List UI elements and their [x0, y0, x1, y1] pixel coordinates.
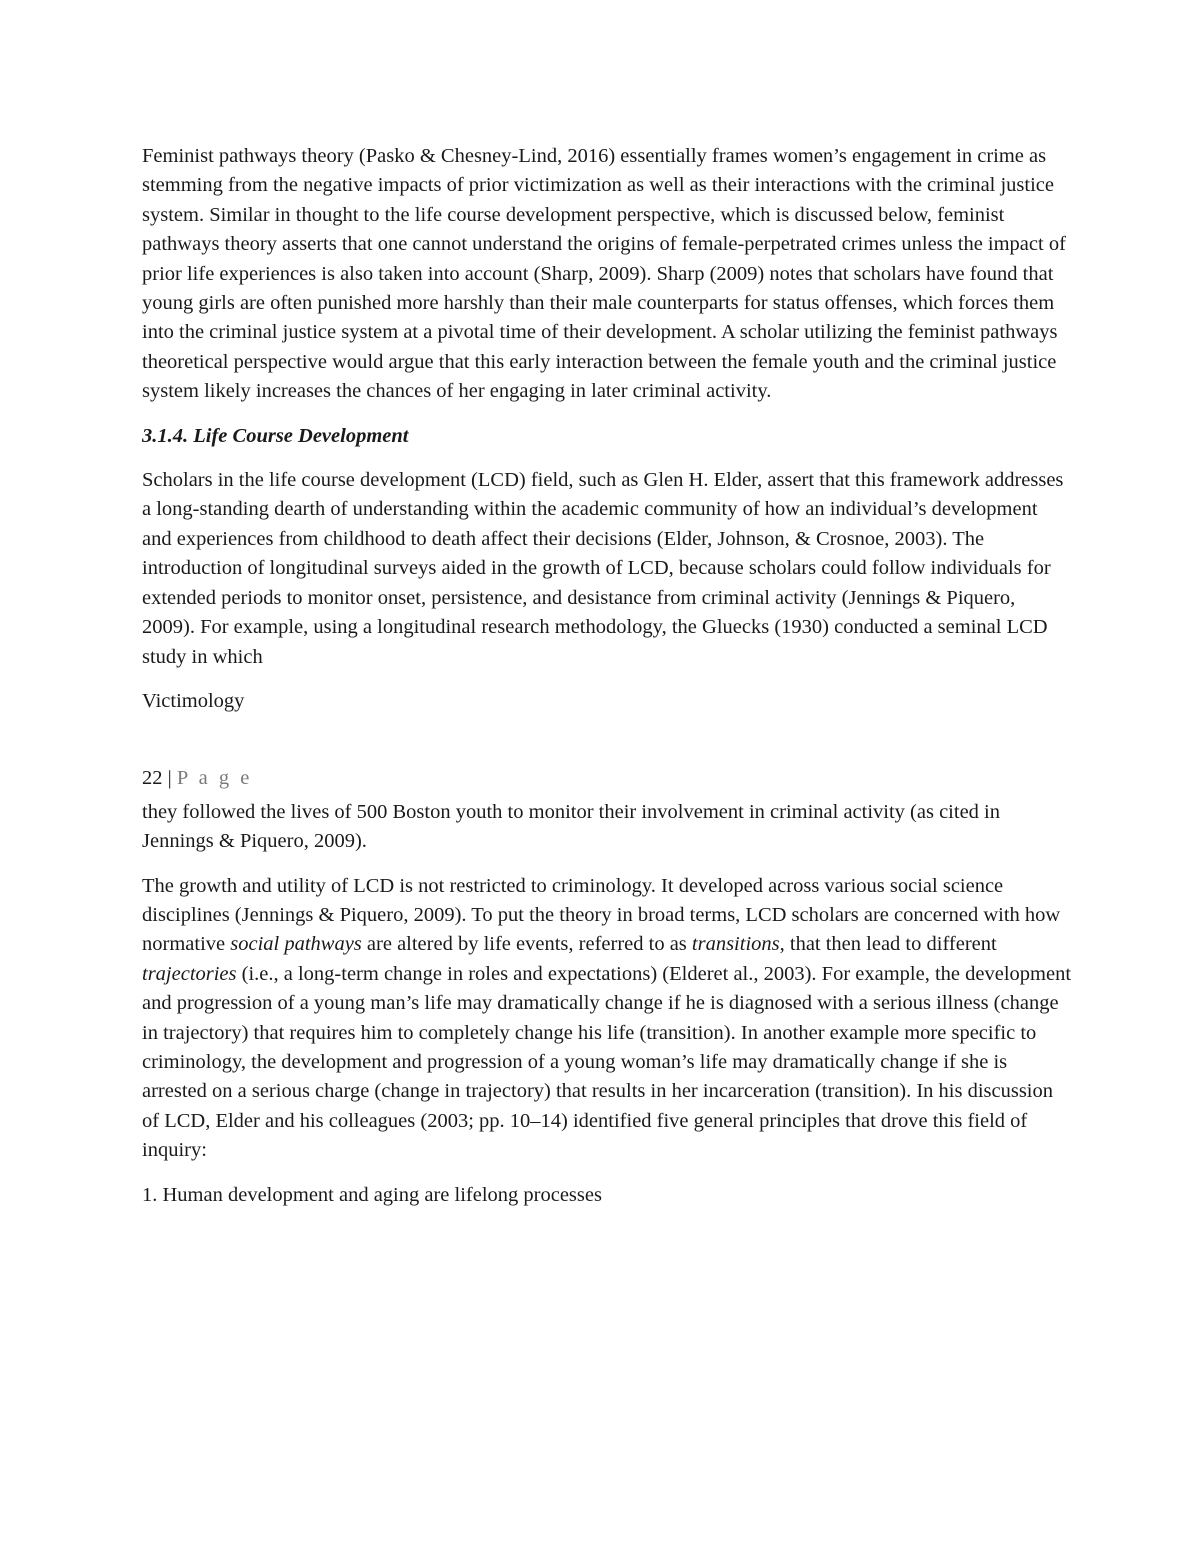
page-footer — [142, 764, 1072, 793]
list-item: 1. Human development and aging are lifelong processes — [142, 1183, 602, 1206]
emphasis-trajectories: trajectories — [142, 962, 237, 985]
paragraph-boston-youth: they followed the lives of 500 Boston youth to monitor their involvement in criminal activity (as cited in Jennings & Piquero, 2009). — [142, 800, 1000, 853]
page-number: 22 | — [142, 767, 172, 790]
paragraph-growth-utility — [142, 872, 1072, 1166]
text-run: The growth and utility of LCD is not restricted to criminology. It developed across various social science disciplines (Jennings & Piquero, 2009). To put the theory in broad terms, LCD scholars are concerned with how normative — [142, 874, 1061, 956]
text-run: , that then lead to different — [779, 933, 997, 956]
text-run: (i.e., a long-term change in roles and expectations) (Elderet al., 2003). For example, the development and progression of a young man’s life may dramatically change if he is diagnosed with a serious illness (change in trajectory) that requires him to completely change his life (transition). In another example more specific to criminology, the development and progression of a young woman’s life may dramatically change if she is arrested on a serious charge (change in trajectory) that results in her incarceration (transition). In his discussion of LCD, Elder and his colleagues (2003; pp. 10–14) identified five general principles that drove this field of inquiry: — [142, 962, 1072, 1162]
emphasis-transitions: transitions — [691, 933, 780, 956]
page-label: P a g e — [176, 767, 253, 790]
document-page — [142, 142, 1072, 1210]
emphasis-social-pathways: social pathways — [230, 933, 362, 956]
paragraph-feminist-pathways: Feminist pathways theory (Pasko & Chesney-Lind, 2016) essentially frames women’s engagement in crime as stemming from the negative impacts of prior victimization as well as their interactions with the criminal justice system. Similar in thought to the life course development perspective, which is discussed below, feminist pathways theory asserts that one cannot understand the origins of female-perpetrated crimes unless the impact of prior life experiences is also taken into account (Sharp, 2009). Sharp (2009) notes that scholars have found that young girls are often punished more harshly than their male counterparts for status offenses, which forces them into the criminal justice system at a pivotal time of their development. A scholar utilizing the feminist pathways theoretical perspective would argue that this early interaction between the female youth and the criminal justice system likely increases the chances of her engaging in later criminal activity. — [142, 145, 1066, 403]
section-heading: 3.1.4. Life Course Development — [142, 424, 409, 447]
text-run: are altered by life events, referred to as — [361, 933, 692, 956]
page-number-line — [142, 764, 1072, 793]
paragraph-life-course: Scholars in the life course development (LCD) field, such as Glen H. Elder, assert that this framework addresses a long-standing dearth of understanding within the academic community of how an individual’s development and experiences from childhood to death affect their decisions (Elder, Johnson, & Crosnoe, 2003). The introduction of longitudinal surveys aided in the growth of LCD, because scholars could follow individuals for extended periods to monitor onset, persistence, and desistance from criminal activity (Jennings & Piquero, 2009). For example, using a longitudinal research methodology, the Gluecks (1930) conducted a seminal LCD study in which — [142, 469, 1064, 668]
running-header: Victimology — [142, 689, 245, 712]
